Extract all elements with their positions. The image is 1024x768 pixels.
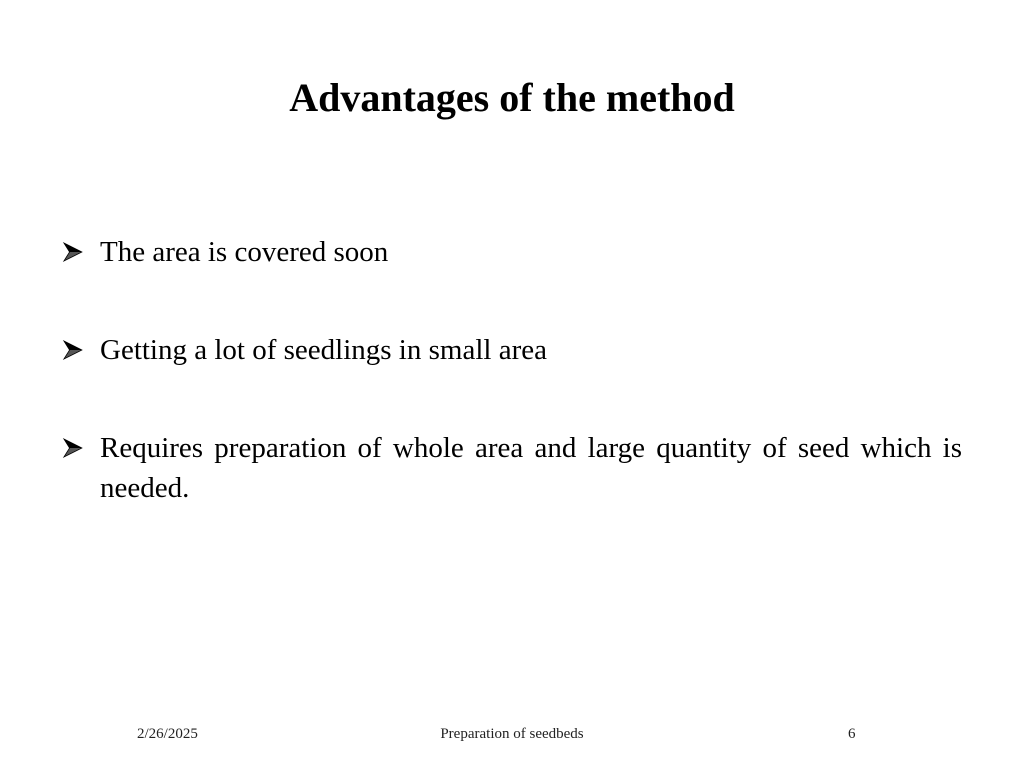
bullet-item — [62, 428, 962, 508]
arrowhead-bullet-icon — [62, 330, 100, 370]
footer-page-number: 6 — [848, 726, 856, 742]
bullet-item — [62, 330, 962, 370]
footer-date: 2/26/2025 — [137, 726, 198, 742]
bullet-text: Getting a lot of seedlings in small area — [100, 334, 547, 366]
bullet-text: The area is covered soon — [100, 236, 389, 268]
bullet-item — [62, 232, 962, 272]
slide-title: Advantages of the method — [289, 75, 735, 120]
bullet-text: Requires preparation of whole area and large quantity of seed which is needed. — [100, 432, 962, 504]
bullet-list — [62, 232, 962, 508]
arrowhead-bullet-icon — [62, 232, 100, 272]
footer-title: Preparation of seedbeds — [440, 726, 584, 742]
arrowhead-bullet-icon — [62, 428, 100, 468]
